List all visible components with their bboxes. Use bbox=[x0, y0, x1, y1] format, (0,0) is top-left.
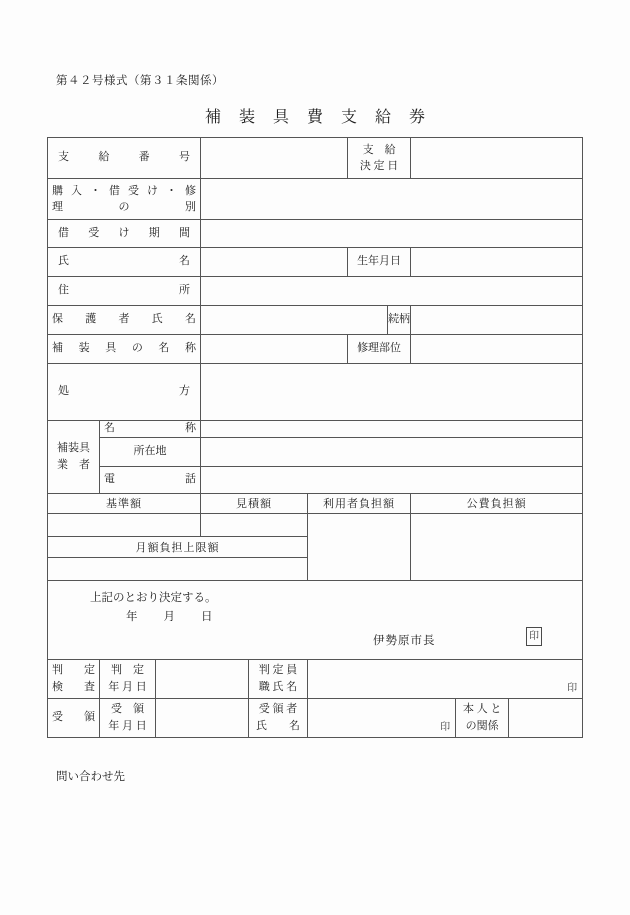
label-name-text: 氏名 bbox=[58, 255, 191, 268]
table-row-decision bbox=[48, 580, 583, 659]
label-prescription bbox=[48, 364, 201, 421]
label-receipt-text: 受領 bbox=[52, 710, 95, 723]
field-address[interactable] bbox=[201, 277, 583, 306]
decision-statement: 上記のとおり決定する。 bbox=[90, 591, 217, 604]
table-row-name bbox=[48, 248, 583, 277]
page-title: 補 装 具 費 支 給 券 bbox=[204, 109, 432, 126]
table-row-address bbox=[48, 277, 583, 306]
label-vendor-line2: 業 者 bbox=[57, 458, 90, 471]
label-vendor-address bbox=[100, 437, 201, 466]
field-receiver-name[interactable] bbox=[308, 698, 456, 737]
label-purchase-type-line2: 理 の 別 bbox=[52, 201, 197, 213]
label-receiver-relation bbox=[456, 698, 509, 737]
field-receipt-date[interactable] bbox=[156, 698, 249, 737]
field-purchase-type[interactable] bbox=[201, 179, 583, 220]
label-assessment-date bbox=[100, 659, 156, 698]
label-receiver-relation-line2: の関係 bbox=[465, 719, 499, 732]
table-row-prescription bbox=[48, 364, 583, 421]
field-receiver-relation[interactable] bbox=[509, 698, 583, 737]
label-receiver-name bbox=[249, 698, 308, 737]
label-vendor-name-text: 名称 bbox=[104, 422, 197, 434]
receiver-seal-icon: 印 bbox=[440, 721, 451, 733]
label-vendor-tel-text: 電話 bbox=[104, 472, 197, 485]
label-repair-part bbox=[348, 335, 411, 364]
label-decision-date bbox=[348, 138, 411, 179]
table-row-amount-values bbox=[48, 513, 583, 536]
field-vendor-name[interactable] bbox=[201, 421, 583, 438]
field-public-burden[interactable] bbox=[411, 513, 583, 580]
label-benefit-number-text: 支給番号 bbox=[58, 151, 191, 164]
field-guardian-name[interactable] bbox=[201, 306, 388, 335]
label-birthdate bbox=[348, 248, 411, 277]
field-lease-period[interactable] bbox=[201, 220, 583, 248]
field-repair-part[interactable] bbox=[411, 335, 583, 364]
label-vendor-line1: 補装具 bbox=[57, 442, 90, 455]
field-prescription[interactable] bbox=[201, 364, 583, 421]
label-decision-date-line1: 支 給 bbox=[362, 143, 396, 156]
label-address-text: 住所 bbox=[58, 284, 191, 297]
label-address bbox=[48, 277, 201, 306]
label-guardian-name-text: 保護者氏名 bbox=[52, 313, 197, 326]
label-assessor-name-line2: 職 氏 名 bbox=[258, 680, 298, 693]
field-benefit-number[interactable] bbox=[201, 138, 348, 179]
label-receipt bbox=[48, 698, 100, 737]
label-benefit-number bbox=[48, 138, 201, 179]
label-receipt-date bbox=[100, 698, 156, 737]
label-guardian-relation-text: 続柄 bbox=[388, 313, 411, 326]
label-birthdate-text: 生年月日 bbox=[357, 255, 402, 268]
seal-stamp-icon: 印 bbox=[526, 627, 542, 646]
label-device-name bbox=[48, 335, 201, 364]
table-row-benefit-number bbox=[48, 138, 583, 179]
label-vendor-address-text: 所在地 bbox=[133, 444, 167, 457]
label-vendor-tel bbox=[100, 466, 201, 493]
label-vendor-name bbox=[100, 421, 201, 438]
decision-date-line[interactable]: 年 月 日 bbox=[126, 610, 214, 623]
decision-block bbox=[48, 580, 583, 659]
field-device-name[interactable] bbox=[201, 335, 348, 364]
header-public-burden: 公費負担額 bbox=[411, 493, 583, 513]
table-row-guardian bbox=[48, 306, 583, 335]
field-vendor-tel[interactable] bbox=[201, 466, 583, 493]
field-assessment-date[interactable] bbox=[156, 659, 249, 698]
table-row-assessment bbox=[48, 659, 583, 698]
field-name[interactable] bbox=[201, 248, 348, 277]
table-row-lease-period bbox=[48, 220, 583, 248]
label-receipt-date-line2: 年 月 日 bbox=[108, 719, 147, 732]
label-purchase-type-line1: 購入・借受け・修 bbox=[52, 184, 197, 197]
benefit-certificate-table bbox=[47, 137, 583, 738]
table-row-vendor-tel bbox=[48, 466, 583, 493]
field-decision-date[interactable] bbox=[411, 138, 583, 179]
table-row-vendor-address bbox=[48, 437, 583, 466]
field-birthdate[interactable] bbox=[411, 248, 583, 277]
header-standard-amount: 基準額 bbox=[48, 493, 201, 513]
field-guardian-relation[interactable] bbox=[411, 306, 583, 335]
label-purchase-type bbox=[48, 179, 201, 220]
label-assessor-name bbox=[249, 659, 308, 698]
assessor-seal-icon: 印 bbox=[567, 682, 578, 694]
label-receiver-relation-line1: 本 人 と bbox=[462, 703, 502, 716]
label-assessor-name-line1: 判 定 員 bbox=[258, 664, 298, 677]
label-monthly-cap: 月額負担上限額 bbox=[48, 536, 308, 557]
label-receipt-date-line1: 受 領 bbox=[111, 703, 144, 716]
label-prescription-text: 処方 bbox=[58, 385, 191, 398]
field-user-burden[interactable] bbox=[308, 513, 411, 580]
table-row-amount-headers bbox=[48, 493, 583, 513]
header-estimate-amount: 見積額 bbox=[201, 493, 308, 513]
label-guardian-relation bbox=[388, 306, 411, 335]
table-row-device-name bbox=[48, 335, 583, 364]
mayor-title: 伊勢原市長 bbox=[373, 634, 436, 647]
label-assessment-inspection-line2: 検 査 bbox=[52, 680, 95, 693]
label-decision-date-line2: 決 定 日 bbox=[359, 160, 399, 172]
field-standard-amount[interactable] bbox=[48, 513, 201, 536]
field-vendor-address[interactable] bbox=[201, 437, 583, 466]
field-assessor-name[interactable] bbox=[308, 659, 583, 698]
label-repair-part-text: 修理部位 bbox=[357, 342, 402, 355]
label-assessment-inspection bbox=[48, 659, 100, 698]
field-estimate-amount[interactable] bbox=[201, 513, 308, 536]
label-lease-period-text: 借受け期間 bbox=[58, 226, 191, 239]
label-receiver-name-line1: 受 領 者 bbox=[258, 703, 298, 716]
label-assessment-date-line2: 年 月 日 bbox=[108, 680, 147, 693]
header-user-burden: 利用者負担額 bbox=[308, 493, 411, 513]
field-monthly-cap[interactable] bbox=[48, 557, 308, 580]
label-vendor bbox=[48, 421, 100, 494]
table-row-vendor-name bbox=[48, 421, 583, 438]
label-lease-period bbox=[48, 220, 201, 248]
label-receiver-name-line2: 氏 名 bbox=[256, 719, 301, 732]
label-assessment-inspection-line1: 判 定 bbox=[52, 664, 95, 677]
label-assessment-date-line1: 判 定 bbox=[111, 664, 144, 677]
label-guardian-name bbox=[48, 306, 201, 335]
table-row-purchase-type bbox=[48, 179, 583, 220]
table-row-receipt bbox=[48, 698, 583, 737]
label-device-name-text: 補装具の名称 bbox=[52, 342, 197, 355]
contact-footer: 問い合わせ先 bbox=[56, 771, 125, 783]
form-number: 第４２号様式（第３１条関係） bbox=[56, 75, 224, 87]
label-name bbox=[48, 248, 201, 277]
